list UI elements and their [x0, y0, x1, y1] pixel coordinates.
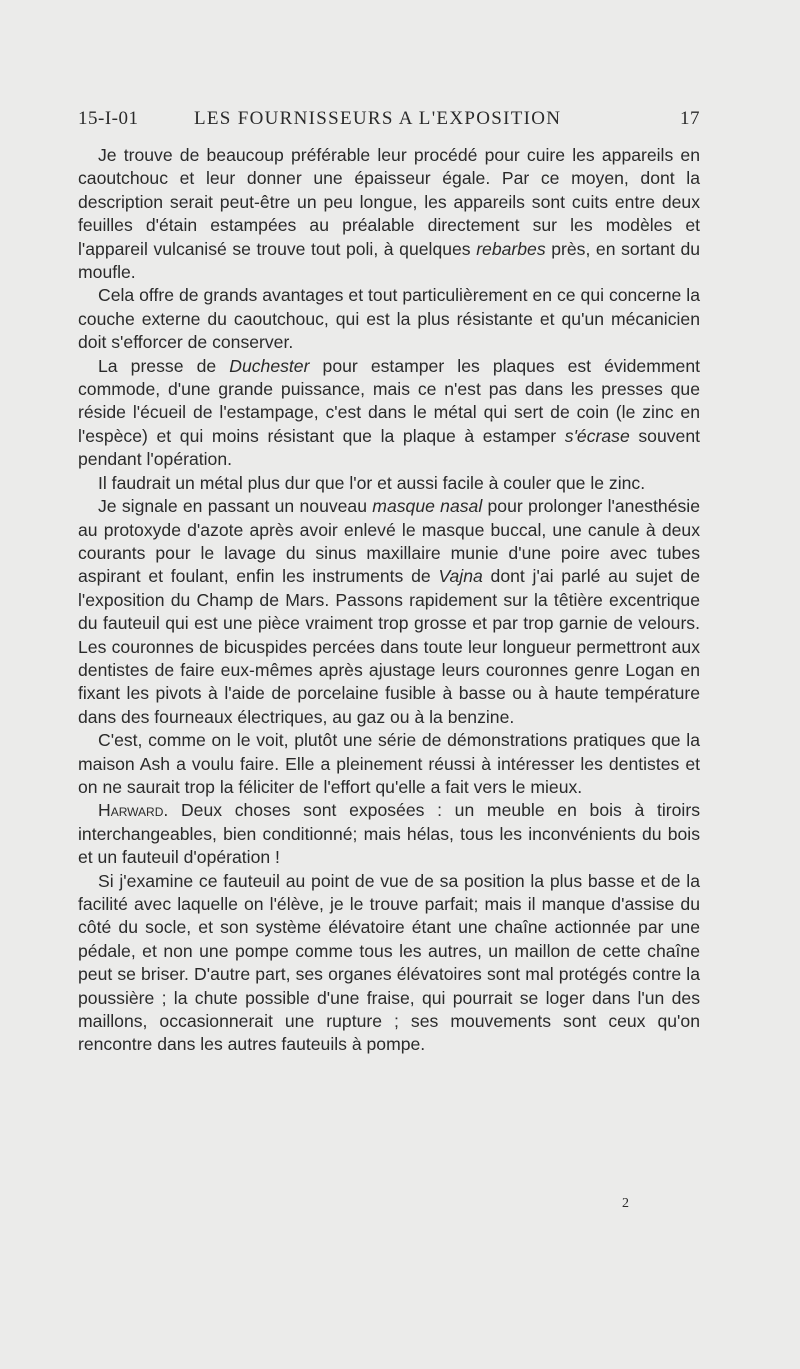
running-header — [78, 108, 700, 138]
paragraph — [78, 284, 700, 354]
paragraph — [78, 355, 700, 472]
page-number: 17 — [680, 108, 700, 129]
header-title: LES FOURNISSEURS A L'EXPOSITION — [194, 108, 562, 129]
text-run: Cela offre de grands avantages et tout particulièrement en ce qui concerne la couche externe du caoutchouc, qui est la plus résistante et qu'un mécanicien doit s'efforcer de conserver. — [78, 285, 700, 353]
text-run: Si j'examine ce fauteuil au point de vue de sa position la plus basse et de la facilité avec laquelle on l'élève, je le trouve parfait; mais il manque d'assise du côté du socle, et son système élévatoire étant une chaîne actionnée par une pédale, et non une pompe comme tous les autres, un maillon de cette chaîne peut se briser. D'autre part, ses organes élévatoires sont mal protégés contre la poussière ; la chute possible d'une fraise, qui pourrait se loger dans l'un des maillons, occasionnerait une rupture ; ses mouvements sont ceux qu'on rencontre dans les autres fauteuils à pompe. — [78, 870, 700, 1055]
text-run: dont j'ai parlé au sujet de l'exposition du Champ de Mars. Passons rapidement sur la têtière excentrique du fauteuil qui est une pièce vraiment trop grosse et par trop garnie de velours. Les couronnes de bicuspides percées dans toute leur longueur permettront aux dentistes de faire eux-mêmes après ajustage leurs couronnes genre Logan en fixant les pivots à l'aide de porcelaine fusible à basse ou à haute température dans des fourneaux électriques, au gaz ou à la benzine. — [78, 566, 700, 727]
text-run: La presse de — [98, 355, 230, 376]
text-run: pour prolonger l'anesthésie au protoxyde d'azote après avoir enlevé le masque buccal, une canule à deux courants pour le lavage du sinus maxillaire munie d'une poire avec tubes aspirant et foulant, enfin les instruments de — [78, 496, 700, 587]
text-run: près, en sortant du moufle. — [78, 238, 701, 283]
italic-term: s'écrase — [564, 425, 630, 446]
text-run: Il faudrait un métal plus dur que l'or et aussi facile à couler que le zinc. — [98, 472, 646, 493]
signature-mark: 2 — [622, 1196, 629, 1211]
small-caps-name: Harward. — [98, 800, 169, 821]
italic-term: rebarbes — [476, 238, 546, 259]
body-text — [78, 144, 700, 1057]
text-run: pour estamper les plaques est évidemment commode, d'une grande puissance, mais ce n'est pas dans les presses que réside l'écueil de l'estampage, c'est dans le métal qui sert de coin (le zinc en l'espèce) et qui moins résistant que la plaque à estamper — [78, 355, 700, 446]
paragraph — [78, 729, 700, 799]
italic-term: masque nasal — [372, 496, 483, 517]
paragraph — [78, 144, 700, 284]
paragraph — [78, 472, 700, 495]
text-run: Deux choses sont exposées : un meuble en bois à tiroirs interchangeables, bien conditionné; mais hélas, tous les inconvénients du bois et un fauteuil d'opération ! — [78, 800, 700, 868]
paragraph — [78, 870, 700, 1057]
header-date: 15-I-01 — [78, 108, 139, 129]
paragraph — [78, 495, 700, 729]
text-run: Je signale en passant un nouveau — [98, 496, 373, 517]
paragraph — [78, 799, 700, 869]
text-run: Je trouve de beaucoup préférable leur procédé pour cuire les appareils en caoutchouc et leur donner une épaisseur égale. Par ce moyen, dont la description serait peut-être un peu longue, les appareils sont cuits entre deux feuilles d'étain estampées au préalable directement sur les modèles et l'appareil vulcanisé se trouve tout poli, à quelques — [78, 145, 700, 259]
italic-term: Duchester — [229, 355, 310, 376]
text-run: C'est, comme on le voit, plutôt une série de démonstrations pratiques que la maison Ash a voulu faire. Elle a pleinement réussi à intéresser les dentistes et on ne saurait trop la féliciter de l'effort qu'elle a fait vers le mieux. — [78, 730, 700, 797]
text-run: souvent pendant l'opération. — [78, 425, 700, 470]
italic-term: Vajna — [438, 566, 483, 587]
